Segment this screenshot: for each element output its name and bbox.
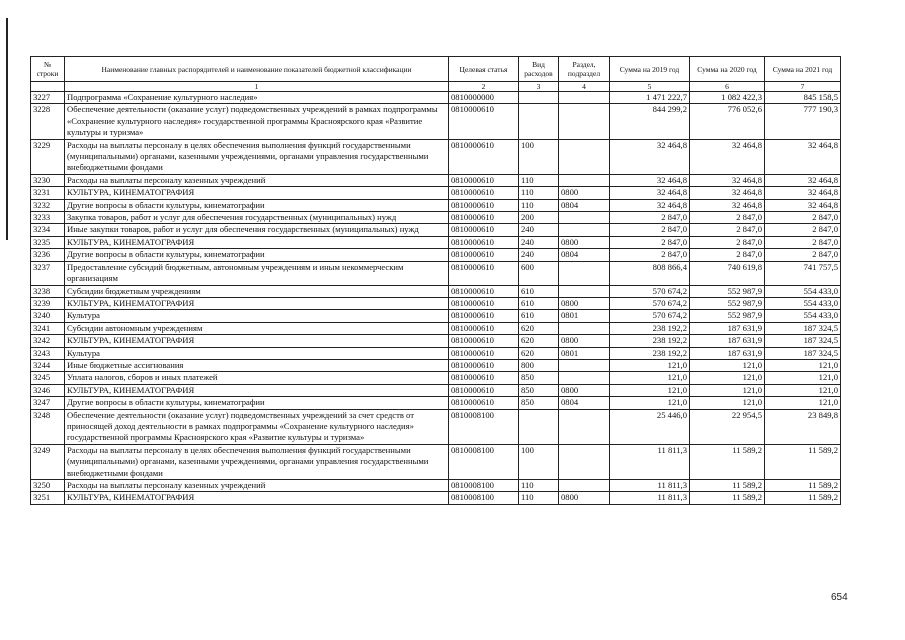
index-cell: 7 <box>765 82 841 92</box>
sum-2020: 121,0 <box>690 384 765 396</box>
row-name: Предоставление субсидий бюджетным, автономным учреждениям и иным некоммерческим организациям <box>65 261 449 285</box>
expense-type: 800 <box>519 359 559 371</box>
section-code: 0800 <box>559 384 610 396</box>
sum-2021: 187 324,5 <box>765 335 841 347</box>
target-article: 0810000610 <box>449 224 519 236</box>
sum-2020: 187 631,9 <box>690 335 765 347</box>
target-article: 0810000610 <box>449 187 519 199</box>
row-name: КУЛЬТУРА, КИНЕМАТОГРАФИЯ <box>65 297 449 309</box>
sum-2019: 2 847,0 <box>610 224 690 236</box>
target-article: 0810000610 <box>449 335 519 347</box>
section-code <box>559 92 610 104</box>
sum-2021: 32 464,8 <box>765 139 841 174</box>
row-number: 3234 <box>31 224 65 236</box>
table-row <box>31 92 841 104</box>
expense-type: 100 <box>519 139 559 174</box>
sum-2019: 238 192,2 <box>610 322 690 334</box>
header-target: Целевая статья <box>449 57 519 82</box>
expense-type: 850 <box>519 397 559 409</box>
sum-2020: 187 631,9 <box>690 322 765 334</box>
section-code <box>559 224 610 236</box>
scan-edge-line <box>6 18 8 240</box>
table-row <box>31 310 841 322</box>
target-article: 0810000610 <box>449 285 519 297</box>
row-name: Обеспечение деятельности (оказание услуг) подведомственных учреждений в рамках подпрограммы «Сохранение культурного наследия» государственной программы Красноярского края «Развитие культуры и туризма» <box>65 104 449 139</box>
expense-type <box>519 409 559 444</box>
sum-2019: 121,0 <box>610 372 690 384</box>
sum-2020: 776 052,6 <box>690 104 765 139</box>
row-number: 3238 <box>31 285 65 297</box>
row-name: Обеспечение деятельности (оказание услуг) подведомственных учреждений за счет средств от приносящей доход деятельности в рамках подпрограммы «Сохранение культурного наследия» государственной программы Красноярского края «Развитие культуры и туризма» <box>65 409 449 444</box>
sum-2021: 777 190,3 <box>765 104 841 139</box>
table-row <box>31 409 841 444</box>
table-row <box>31 297 841 309</box>
row-name: Закупка товаров, работ и услуг для обеспечения государственных (муниципальных) нужд <box>65 212 449 224</box>
row-name: КУЛЬТУРА, КИНЕМАТОГРАФИЯ <box>65 384 449 396</box>
expense-type: 850 <box>519 384 559 396</box>
row-name: Другие вопросы в области культуры, кинематографии <box>65 199 449 211</box>
row-number: 3242 <box>31 335 65 347</box>
expense-type: 610 <box>519 310 559 322</box>
sum-2020: 2 847,0 <box>690 224 765 236</box>
target-article: 0810000610 <box>449 372 519 384</box>
section-code <box>559 409 610 444</box>
row-number: 3251 <box>31 492 65 504</box>
section-code <box>559 285 610 297</box>
sum-2021: 187 324,5 <box>765 322 841 334</box>
index-cell: 6 <box>690 82 765 92</box>
sum-2019: 844 299,2 <box>610 104 690 139</box>
sum-2021: 741 757,5 <box>765 261 841 285</box>
table-row <box>31 212 841 224</box>
sum-2020: 2 847,0 <box>690 236 765 248</box>
row-number: 3233 <box>31 212 65 224</box>
target-article: 0810000610 <box>449 104 519 139</box>
table-row <box>31 322 841 334</box>
sum-2021: 121,0 <box>765 359 841 371</box>
sum-2020: 32 464,8 <box>690 174 765 186</box>
table-row <box>31 492 841 504</box>
expense-type <box>519 92 559 104</box>
section-code: 0804 <box>559 249 610 261</box>
index-cell: 4 <box>559 82 610 92</box>
sum-2021: 11 589,2 <box>765 444 841 479</box>
table-row <box>31 359 841 371</box>
sum-2021: 554 433,0 <box>765 310 841 322</box>
index-cell: 3 <box>519 82 559 92</box>
sum-2019: 570 674,2 <box>610 310 690 322</box>
table-row <box>31 335 841 347</box>
expense-type: 610 <box>519 285 559 297</box>
expense-type: 240 <box>519 236 559 248</box>
row-name: КУЛЬТУРА, КИНЕМАТОГРАФИЯ <box>65 492 449 504</box>
sum-2021: 554 433,0 <box>765 297 841 309</box>
row-name: Иные бюджетные ассигнования <box>65 359 449 371</box>
expense-type: 110 <box>519 480 559 492</box>
row-number: 3240 <box>31 310 65 322</box>
index-cell: 5 <box>610 82 690 92</box>
table-row <box>31 397 841 409</box>
expense-type <box>519 104 559 139</box>
section-code: 0801 <box>559 347 610 359</box>
sum-2019: 808 866,4 <box>610 261 690 285</box>
section-code: 0804 <box>559 199 610 211</box>
header-num: № строки <box>31 57 65 82</box>
row-number: 3248 <box>31 409 65 444</box>
row-number: 3237 <box>31 261 65 285</box>
sum-2019: 570 674,2 <box>610 285 690 297</box>
page-number: 654 <box>831 592 848 603</box>
table-row <box>31 480 841 492</box>
row-name: Субсидии автономным учреждениям <box>65 322 449 334</box>
sum-2019: 25 446,0 <box>610 409 690 444</box>
row-name: Расходы на выплаты персоналу казенных учреждений <box>65 174 449 186</box>
sum-2019: 2 847,0 <box>610 236 690 248</box>
row-name: Расходы на выплаты персоналу в целях обеспечения выполнения функций государственными (муниципальными) органами, казенными учреждениями, органами управления государственными внебюджетными фондами <box>65 139 449 174</box>
sum-2020: 552 987,9 <box>690 285 765 297</box>
sum-2019: 121,0 <box>610 397 690 409</box>
target-article: 0810000610 <box>449 384 519 396</box>
expense-type: 110 <box>519 187 559 199</box>
target-article: 0810000610 <box>449 297 519 309</box>
section-code: 0800 <box>559 492 610 504</box>
table-row <box>31 104 841 139</box>
header-razdel: Раздел, подраздел <box>559 57 610 82</box>
row-name: Другие вопросы в области культуры, кинематографии <box>65 249 449 261</box>
target-article: 0810000610 <box>449 199 519 211</box>
expense-type: 200 <box>519 212 559 224</box>
expense-type: 110 <box>519 199 559 211</box>
header-vid: Вид расходов <box>519 57 559 82</box>
sum-2020: 32 464,8 <box>690 139 765 174</box>
expense-type: 610 <box>519 297 559 309</box>
sum-2019: 1 471 222,7 <box>610 92 690 104</box>
sum-2020: 22 954,5 <box>690 409 765 444</box>
target-article: 0810000000 <box>449 92 519 104</box>
target-article: 0810000610 <box>449 249 519 261</box>
row-number: 3244 <box>31 359 65 371</box>
row-name: Культура <box>65 347 449 359</box>
row-number: 3235 <box>31 236 65 248</box>
sum-2020: 2 847,0 <box>690 249 765 261</box>
row-name: КУЛЬТУРА, КИНЕМАТОГРАФИЯ <box>65 236 449 248</box>
table-row <box>31 285 841 297</box>
sum-2021: 2 847,0 <box>765 249 841 261</box>
row-name: Расходы на выплаты персоналу казенных учреждений <box>65 480 449 492</box>
row-name: Уплата налогов, сборов и иных платежей <box>65 372 449 384</box>
sum-2020: 552 987,9 <box>690 297 765 309</box>
table-row <box>31 261 841 285</box>
expense-type: 620 <box>519 322 559 334</box>
row-name: Субсидии бюджетным учреждениям <box>65 285 449 297</box>
sum-2021: 845 158,5 <box>765 92 841 104</box>
sum-2019: 121,0 <box>610 359 690 371</box>
header-name: Наименование главных распорядителей и наименование показателей бюджетной классификации <box>65 57 449 82</box>
sum-2020: 740 619,8 <box>690 261 765 285</box>
target-article: 0810000610 <box>449 236 519 248</box>
target-article: 0810000610 <box>449 139 519 174</box>
sum-2021: 554 433,0 <box>765 285 841 297</box>
sum-2021: 187 324,5 <box>765 347 841 359</box>
sum-2021: 11 589,2 <box>765 492 841 504</box>
table-row <box>31 187 841 199</box>
sum-2021: 2 847,0 <box>765 224 841 236</box>
sum-2019: 2 847,0 <box>610 249 690 261</box>
sum-2020: 11 589,2 <box>690 480 765 492</box>
table-row <box>31 224 841 236</box>
row-number: 3250 <box>31 480 65 492</box>
sum-2019: 32 464,8 <box>610 187 690 199</box>
expense-type: 100 <box>519 444 559 479</box>
sum-2021: 121,0 <box>765 397 841 409</box>
budget-table <box>30 56 841 505</box>
table-row <box>31 372 841 384</box>
sum-2020: 121,0 <box>690 397 765 409</box>
row-name: Расходы на выплаты персоналу в целях обеспечения выполнения функций государственными (муниципальными) органами, казенными учреждениями, органами управления государственными внебюджетными фондами <box>65 444 449 479</box>
expense-type: 110 <box>519 492 559 504</box>
sum-2019: 238 192,2 <box>610 347 690 359</box>
section-code: 0800 <box>559 297 610 309</box>
row-number: 3231 <box>31 187 65 199</box>
row-number: 3246 <box>31 384 65 396</box>
row-number: 3245 <box>31 372 65 384</box>
sum-2019: 11 811,3 <box>610 480 690 492</box>
sum-2020: 1 082 422,3 <box>690 92 765 104</box>
sum-2020: 32 464,8 <box>690 187 765 199</box>
row-name: Культура <box>65 310 449 322</box>
row-number: 3230 <box>31 174 65 186</box>
expense-type: 240 <box>519 224 559 236</box>
expense-type: 110 <box>519 174 559 186</box>
expense-type: 240 <box>519 249 559 261</box>
row-number: 3241 <box>31 322 65 334</box>
index-cell <box>31 82 65 92</box>
section-code <box>559 104 610 139</box>
sum-2019: 32 464,8 <box>610 139 690 174</box>
sum-2020: 121,0 <box>690 372 765 384</box>
target-article: 0810000610 <box>449 212 519 224</box>
header-row <box>31 57 841 82</box>
row-number: 3236 <box>31 249 65 261</box>
row-name: Другие вопросы в области культуры, кинематографии <box>65 397 449 409</box>
table-row <box>31 249 841 261</box>
table-body <box>31 92 841 505</box>
row-name: Подпрограмма «Сохранение культурного наследия» <box>65 92 449 104</box>
header-sum-2019: Сумма на 2019 год <box>610 57 690 82</box>
row-name: КУЛЬТУРА, КИНЕМАТОГРАФИЯ <box>65 187 449 199</box>
section-code <box>559 261 610 285</box>
sum-2020: 2 847,0 <box>690 212 765 224</box>
target-article: 0810008100 <box>449 444 519 479</box>
column-index-row <box>31 82 841 92</box>
sum-2019: 11 811,3 <box>610 444 690 479</box>
sum-2020: 552 987,9 <box>690 310 765 322</box>
target-article: 0810000610 <box>449 397 519 409</box>
target-article: 0810000610 <box>449 322 519 334</box>
row-number: 3228 <box>31 104 65 139</box>
row-number: 3227 <box>31 92 65 104</box>
section-code <box>559 480 610 492</box>
section-code <box>559 139 610 174</box>
sum-2019: 121,0 <box>610 384 690 396</box>
section-code: 0804 <box>559 397 610 409</box>
section-code: 0800 <box>559 335 610 347</box>
sum-2020: 11 589,2 <box>690 444 765 479</box>
sum-2019: 570 674,2 <box>610 297 690 309</box>
target-article: 0810000610 <box>449 261 519 285</box>
header-sum-2021: Сумма на 2021 год <box>765 57 841 82</box>
sum-2020: 121,0 <box>690 359 765 371</box>
sum-2020: 11 589,2 <box>690 492 765 504</box>
row-number: 3239 <box>31 297 65 309</box>
target-article: 0810008100 <box>449 409 519 444</box>
row-number: 3229 <box>31 139 65 174</box>
section-code <box>559 174 610 186</box>
table-row <box>31 236 841 248</box>
section-code: 0800 <box>559 187 610 199</box>
sum-2021: 32 464,8 <box>765 174 841 186</box>
header-sum-2020: Сумма на 2020 год <box>690 57 765 82</box>
target-article: 0810000610 <box>449 347 519 359</box>
section-code <box>559 444 610 479</box>
table-row <box>31 174 841 186</box>
row-number: 3249 <box>31 444 65 479</box>
index-cell: 2 <box>449 82 519 92</box>
expense-type: 850 <box>519 372 559 384</box>
sum-2021: 23 849,8 <box>765 409 841 444</box>
sum-2020: 187 631,9 <box>690 347 765 359</box>
target-article: 0810008100 <box>449 480 519 492</box>
row-number: 3247 <box>31 397 65 409</box>
table-row <box>31 139 841 174</box>
row-number: 3232 <box>31 199 65 211</box>
sum-2021: 121,0 <box>765 384 841 396</box>
expense-type: 620 <box>519 347 559 359</box>
section-code <box>559 372 610 384</box>
expense-type: 620 <box>519 335 559 347</box>
sum-2021: 121,0 <box>765 372 841 384</box>
row-name: КУЛЬТУРА, КИНЕМАТОГРАФИЯ <box>65 335 449 347</box>
section-code <box>559 212 610 224</box>
expense-type: 600 <box>519 261 559 285</box>
index-cell: 1 <box>65 82 449 92</box>
table-row <box>31 384 841 396</box>
table-row <box>31 199 841 211</box>
target-article: 0810008100 <box>449 492 519 504</box>
section-code: 0800 <box>559 236 610 248</box>
sum-2021: 2 847,0 <box>765 236 841 248</box>
target-article: 0810000610 <box>449 359 519 371</box>
row-name: Иные закупки товаров, работ и услуг для обеспечения государственных (муниципальных) нужд <box>65 224 449 236</box>
sum-2019: 11 811,3 <box>610 492 690 504</box>
section-code <box>559 359 610 371</box>
section-code <box>559 322 610 334</box>
sum-2021: 11 589,2 <box>765 480 841 492</box>
row-number: 3243 <box>31 347 65 359</box>
sum-2020: 32 464,8 <box>690 199 765 211</box>
sum-2019: 2 847,0 <box>610 212 690 224</box>
table-row <box>31 444 841 479</box>
sum-2019: 32 464,8 <box>610 174 690 186</box>
sum-2021: 32 464,8 <box>765 199 841 211</box>
sum-2019: 32 464,8 <box>610 199 690 211</box>
sum-2019: 238 192,2 <box>610 335 690 347</box>
sum-2021: 32 464,8 <box>765 187 841 199</box>
target-article: 0810000610 <box>449 174 519 186</box>
section-code: 0801 <box>559 310 610 322</box>
target-article: 0810000610 <box>449 310 519 322</box>
table-row <box>31 347 841 359</box>
sum-2021: 2 847,0 <box>765 212 841 224</box>
